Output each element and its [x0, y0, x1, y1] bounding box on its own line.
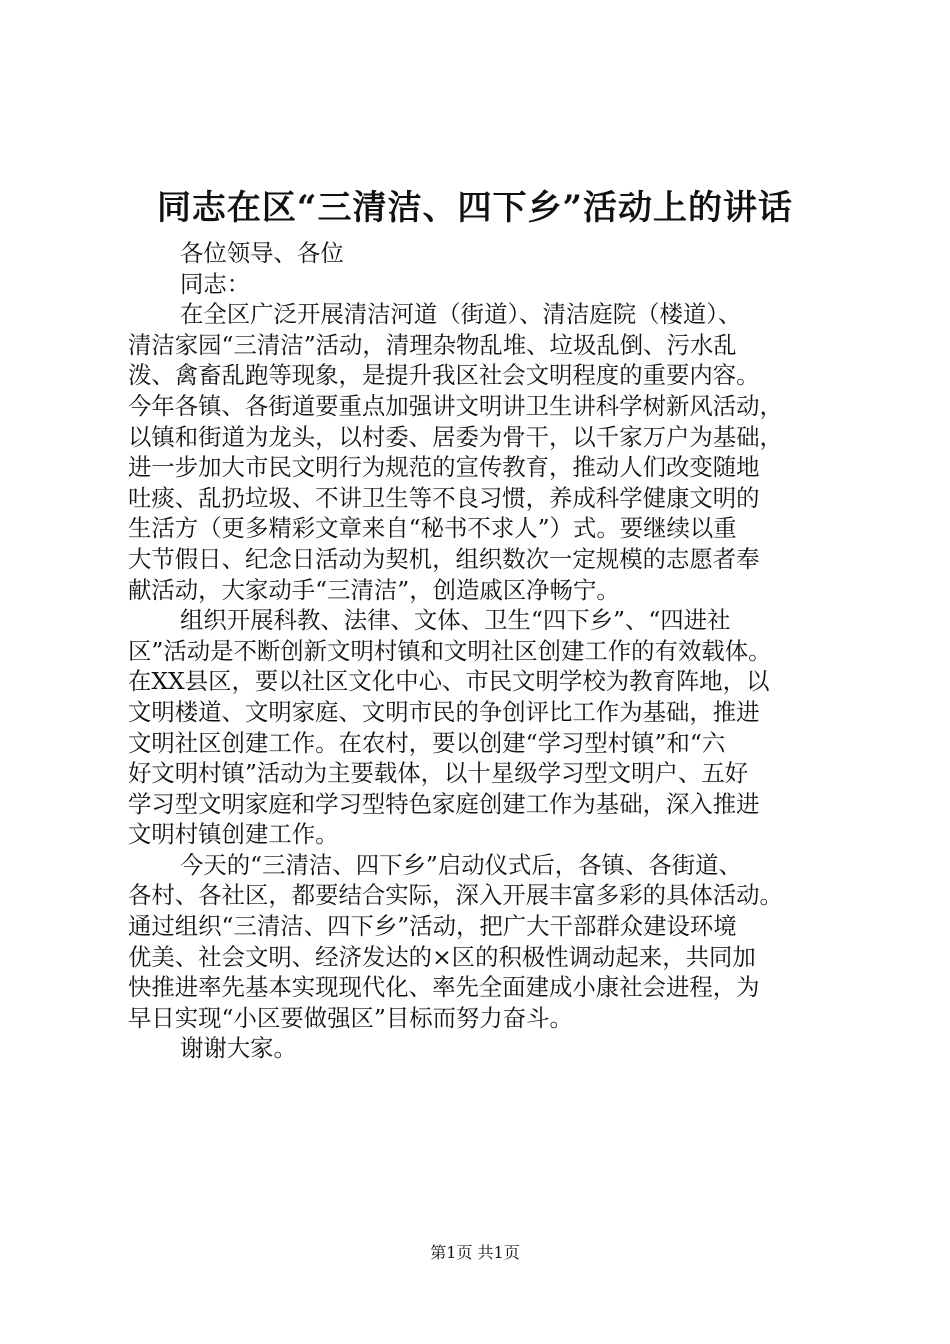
paragraph-line: 文明社区创建工作。在农村，要以创建“学习型村镇”和“六 — [128, 728, 726, 757]
paragraph-line: 吐痰、乱扔垃圾、不讲卫生等不良习惯，养成科学健康文明的 — [128, 483, 760, 512]
paragraph-line: 通过组织“三清洁、四下乡”活动，把广大干部群众建设环境 — [128, 912, 737, 941]
paragraph-line: 以镇和街道为龙头，以村委、居委为骨干，以千家万户为基础， — [128, 422, 783, 451]
paragraph-line: 优美、社会文明、经济发达的×区的积极性调动起来，共同加 — [128, 942, 756, 971]
paragraph-line: 各村、各社区，都要结合实际，深入开展丰富多彩的具体活动。 — [128, 881, 783, 910]
paragraph-line: 大节假日、纪念日活动为契机，组织数次一定规模的志愿者奉 — [128, 544, 760, 573]
paragraph-line: 献活动，大家动手“三清洁”，创造戚区净畅宁。 — [128, 575, 620, 604]
paragraph-line: 区”活动是不断创新文明村镇和文明社区创建工作的有效载体。 — [128, 636, 772, 665]
document-body — [128, 238, 828, 1064]
salutation-line: 各位领导、各位 — [180, 239, 344, 267]
paragraph-line: 在全区广泛开展清洁河道（街道）、清洁庭院（楼道）、 — [180, 300, 742, 329]
paragraph-line: 进一步加大市民文明行为规范的宣传教育，推动人们改变随地 — [128, 453, 760, 482]
salutation-line: 同志： — [180, 269, 251, 298]
paragraph-line: 泼、禽畜乱跑等现象，是提升我区社会文明程度的重要内容。 — [128, 361, 760, 390]
paragraph-line: 今天的“三清洁、四下乡”启动仪式后，各镇、各街道、 — [180, 850, 742, 879]
paragraph-line: 学习型文明家庭和学习型特色家庭创建工作为基础，深入推进 — [128, 789, 760, 818]
paragraph-line: 文明村镇创建工作。 — [128, 820, 339, 849]
paragraph-line: 文明楼道、文明家庭、文明市民的争创评比工作为基础，推进 — [128, 697, 760, 726]
paragraph-line: 在XX县区，要以社区文化中心、市民文明学校为教育阵地，以 — [128, 667, 770, 696]
paragraph-line: 清洁家园“三清洁”活动，清理杂物乱堆、垃圾乱倒、污水乱 — [128, 330, 737, 359]
document-title: 同志在区“三清洁、四下乡”活动上的讲话 — [156, 188, 794, 228]
paragraph-line: 快推进率先基本实现现代化、率先全面建成小康社会进程，为 — [128, 973, 760, 1002]
paragraph-line: 好文明村镇”活动为主要载体，以十星级学习型文明户、五好 — [128, 759, 749, 788]
paragraph-line: 早日实现“小区要做强区”目标而努力奋斗。 — [128, 1003, 573, 1032]
page-footer: 第1页 共1页 — [430, 1243, 520, 1262]
paragraph-line: 生活方（更多精彩文章来自“秘书不求人”）式。要继续以重 — [128, 514, 737, 543]
closing-line: 谢谢大家。 — [180, 1034, 297, 1063]
paragraph-line: 今年各镇、各街道要重点加强讲文明讲卫生讲科学树新风活动， — [128, 391, 783, 420]
paragraph-line: 组织开展科教、法律、文体、卫生“四下乡”、“四进社 — [180, 606, 731, 635]
